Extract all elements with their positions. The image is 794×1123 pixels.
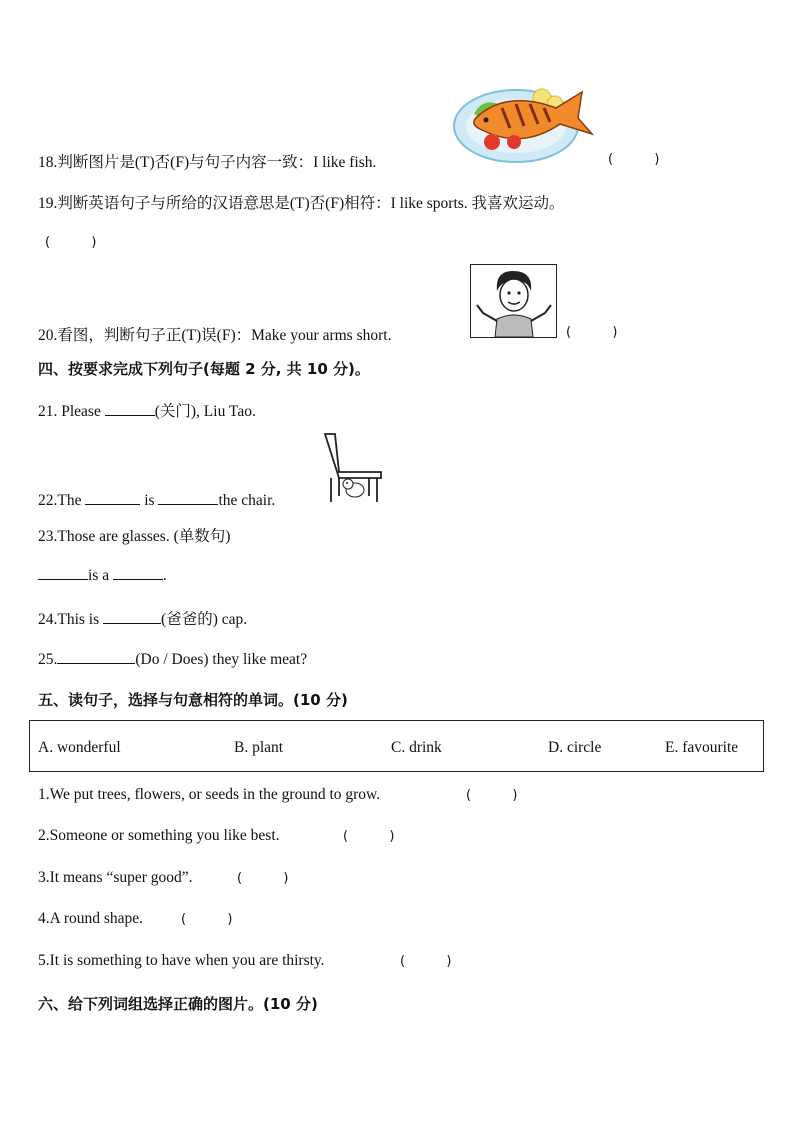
q21 [38, 399, 256, 421]
fish-dish-icon [452, 84, 602, 166]
s5-q4-text: 4.A round shape. [38, 910, 144, 927]
boy-shrugging-icon [470, 264, 557, 338]
q23-end: . [162, 567, 167, 584]
q21-suffix: (关门), Liu Tao. [154, 403, 256, 420]
s5-q1-text: 1.We put trees, flowers, or seeds in the ground to grow. [38, 786, 381, 803]
q22-blank-2[interactable] [158, 490, 218, 505]
q23-answer [38, 565, 167, 585]
q19-answer-box[interactable]: ( ) [45, 235, 97, 250]
q24-suffix: (爸爸的) cap. [161, 611, 248, 628]
q24-blank[interactable] [103, 609, 161, 624]
section6-heading: 六、给下列词组选择正确的图片。(10 分) [38, 995, 318, 1013]
q25-blank[interactable] [57, 649, 135, 664]
s5-q2-answer-box[interactable]: ( ) [343, 829, 395, 844]
q20-answer-box[interactable]: ( ) [566, 325, 618, 340]
q24-prefix: 24.This is [38, 611, 104, 628]
q18-text: 18.判断图片是(T)否(F)与句子内容一致：I like fish. [38, 154, 377, 171]
q25-prefix: 25. [38, 651, 58, 668]
s5-q5-text: 5.It is something to have when you are thirsty. [38, 952, 325, 969]
q22-middle: is [144, 492, 159, 509]
q22-prefix: 22.The [38, 492, 86, 509]
q23-blank-2[interactable] [113, 565, 163, 580]
s5-q5-answer-box[interactable]: ( ) [400, 954, 452, 969]
s5-q1-answer-box[interactable]: ( ) [466, 788, 518, 803]
section5-heading: 五、读句子，选择与句意相符的单词。(10 分) [38, 691, 348, 709]
option-b: B. plant [234, 739, 284, 756]
section4-heading: 四、按要求完成下列句子(每题 2 分, 共 10 分)。 [38, 360, 370, 378]
q23-text: 23.Those are glasses. (单数句) [38, 528, 231, 545]
s5-q3-text: 3.It means “super good”. [38, 869, 193, 886]
s5-q2-text: 2.Someone or something you like best. [38, 827, 280, 844]
dog-under-chair-icon [321, 432, 385, 504]
q24 [38, 607, 247, 629]
option-c: C. drink [391, 739, 442, 756]
q22-blank-1[interactable] [85, 490, 140, 505]
q23-blank-1[interactable] [38, 565, 88, 580]
q18-answer-box[interactable]: ( ) [608, 152, 660, 167]
q20-text: 20.看图，判断句子正(T)误(F)：Make your arms short. [38, 327, 392, 344]
option-e: E. favourite [665, 739, 739, 756]
option-d: D. circle [548, 739, 602, 756]
q23-mid: is a [88, 567, 113, 584]
q25-suffix: (Do / Does) they like meat? [135, 651, 308, 668]
s5-q4-answer-box[interactable]: ( ) [181, 912, 233, 927]
s5-q3-answer-box[interactable]: ( ) [237, 871, 289, 886]
q25 [38, 649, 307, 669]
option-a: A. wonderful [38, 739, 121, 756]
q22-suffix: the chair. [218, 492, 276, 509]
q19-text: 19.判断英语句子与所给的汉语意思是(T)否(F)相符：I like sports. 我喜欢运动。 [38, 195, 565, 212]
q21-prefix: 21. Please [38, 403, 105, 420]
q22 [38, 490, 275, 510]
q21-blank[interactable] [105, 401, 155, 416]
